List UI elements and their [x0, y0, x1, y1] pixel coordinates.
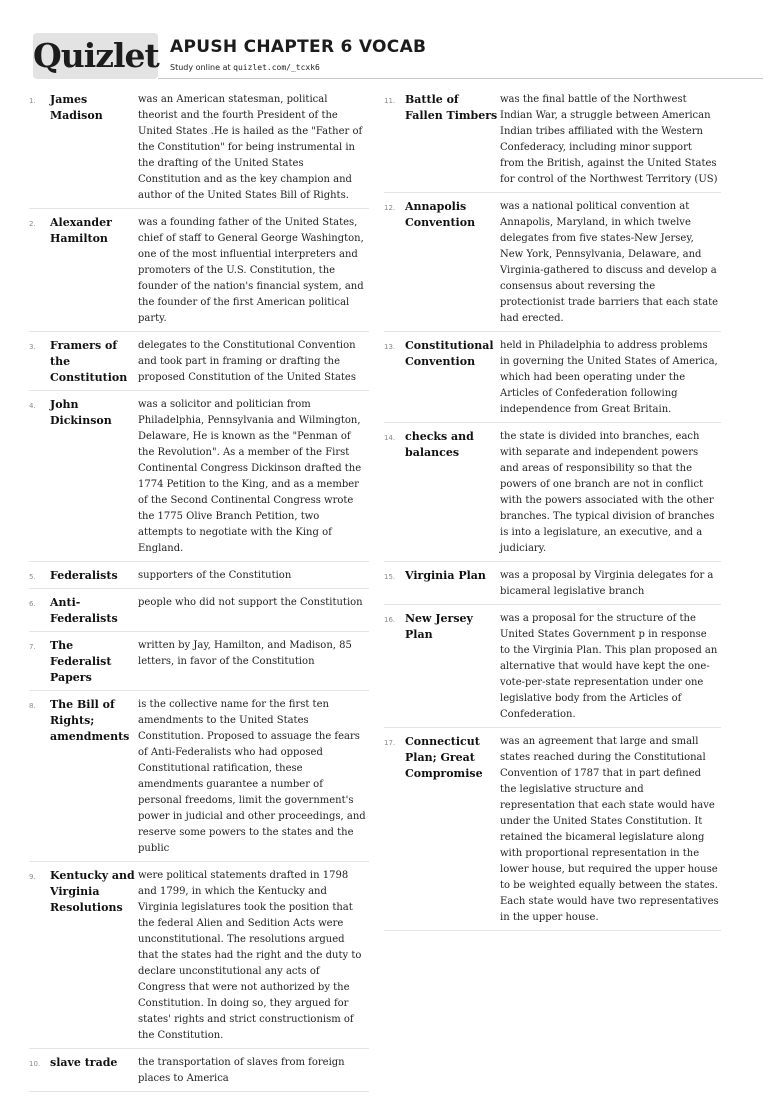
entry-number: 7.	[29, 643, 36, 651]
entry-term: Connecticut Plan; Great Compromise	[405, 735, 483, 780]
entry-number: 17.	[384, 739, 396, 747]
header-divider	[158, 78, 763, 79]
entry-term: Battle of Fallen Timbers	[405, 93, 498, 122]
entry-definition: was a proposal by Virginia delegates for a bicameral legislative branch	[500, 570, 714, 597]
entry-number: 5.	[29, 573, 36, 581]
vocab-entry	[29, 866, 369, 1049]
vocab-entry	[384, 609, 721, 728]
entry-term: New Jersey Plan	[405, 612, 473, 641]
entry-term: checks and balances	[405, 430, 474, 459]
entry-number: 12.	[384, 204, 396, 212]
vocab-entry	[384, 90, 721, 193]
entry-term: Annapolis Convention	[405, 200, 476, 229]
entry-term: John Dickinson	[50, 398, 112, 427]
entry-definition: was an agreement that large and small states reached during the Constitutional Convention of 1787 that in part defined the legislative structure and representation that each state would have under the United States Constitution. It retained the bicameral legislature along with proportional representation in the lower house, but required the upper house to be weighted equally between the states. Each state would have two representatives in the upper house.	[500, 736, 719, 923]
vocab-entry	[29, 213, 369, 332]
entry-definition: was a solicitor and politician from Philadelphia, Pennsylvania and Wilmington, Delaware, He is known as the "Penman of the Revolution". As a member of the First Continental Congress Dickinson drafted the 1774 Petition to the King, and as a member of the Second Continental Congress wrote the 1775 Olive Branch Petition, two attempts to negotiate with the King of England.	[138, 399, 362, 554]
vocab-entry	[29, 395, 369, 562]
subtitle-prefix: Study online at	[170, 63, 234, 72]
entry-number: 11.	[384, 97, 396, 105]
study-url-link[interactable]: quizlet.com/_tcxk6	[233, 63, 320, 72]
entry-definition: held in Philadelphia to address problems in governing the United States of America, which had been operating under the Articles of Confederation following independence from Great Britain.	[500, 340, 718, 415]
entry-term: Anti-Federalists	[50, 596, 118, 625]
vocab-entry	[384, 566, 721, 605]
entry-definition: written by Jay, Hamilton, and Madison, 85 letters, in favor of the Constitution	[138, 640, 352, 667]
entry-number: 3.	[29, 343, 36, 351]
entry-term: The Bill of Rights; amendments	[50, 698, 130, 743]
entry-definition: delegates to the Constitutional Convention and took part in framing or drafting the proposed Constitution of the United States	[138, 340, 356, 383]
vocab-entry	[29, 336, 369, 391]
entry-term: slave trade	[50, 1056, 118, 1069]
entry-definition: supporters of the Constitution	[138, 570, 292, 581]
entry-definition: the state is divided into branches, each with separate and independent powers and areas of responsibility so that the powers of one branch are not in conflict with the powers associated with the other branches. The typical division of branches is into a legislature, an executive, and a judiciary.	[500, 431, 715, 554]
page-title: APUSH CHAPTER 6 VOCAB	[170, 37, 427, 57]
entry-number: 10.	[29, 1060, 41, 1068]
vocab-entry	[29, 566, 369, 589]
entry-term: Virginia Plan	[405, 569, 486, 582]
entry-number: 9.	[29, 873, 36, 881]
entry-definition: was an American statesman, political theorist and the fourth President of the United States .He is hailed as the "Father of the Constitution" for being instrumental in the drafting of the United States Constitution and as the key champion and author of the United States Bill of Rights.	[138, 94, 363, 201]
vocab-entry	[29, 695, 369, 862]
entry-number: 4.	[29, 402, 36, 410]
entry-definition: were political statements drafted in 1798 and 1799, in which the Kentucky and Virginia legislatures took the position that the federal Alien and Sedition Acts were unconstitutional. The resolutions argued that the states had the right and the duty to declare unconstitutional any acts of Congress that were not authorized by the Constitution. In doing so, they argued for states' rights and strict constructionism of the Constitution.	[138, 870, 362, 1041]
entry-term: The Federalist Papers	[50, 639, 112, 684]
entry-term: James Madison	[50, 93, 103, 122]
quizlet-logo[interactable]: Quizlet	[33, 33, 158, 79]
entry-definition: the transportation of slaves from foreign places to America	[138, 1057, 345, 1084]
entry-term: Constitutional Convention	[405, 339, 494, 368]
vocab-entry	[384, 427, 721, 562]
entry-definition: was a founding father of the United States, chief of staff to General George Washington, one of the most influential interpreters and promoters of the U.S. Constitution, the founder of the nation's financial system, and the founder of the first American political party.	[138, 217, 364, 324]
entry-definition: was a proposal for the structure of the United States Government p in response to the Virginia Plan. This plan proposed an alternative that would have kept the one-vote-per-state representation under one legislative body from the Articles of Confederation.	[500, 613, 718, 720]
entry-number: 14.	[384, 434, 396, 442]
entry-number: 15.	[384, 573, 396, 581]
entry-number: 13.	[384, 343, 396, 351]
entry-term: Federalists	[50, 569, 118, 582]
entry-number: 8.	[29, 702, 36, 710]
vocab-entry	[29, 90, 369, 209]
vocab-entry	[384, 732, 721, 931]
vocab-entry	[29, 593, 369, 632]
entry-definition: was a national political convention at Annapolis, Maryland, in which twelve delegates from five states-New Jersey, New York, Pennsylvania, Delaware, and Virginia-gathered to discuss and develop a consensus about reversing the protectionist trade barriers that each state had erected.	[500, 201, 719, 324]
entry-number: 6.	[29, 600, 36, 608]
entry-definition: was the final battle of the Northwest Indian War, a struggle between American Indian tribes affiliated with the Western Confederacy, including minor support from the British, against the United States for control of the Northwest Territory (US)	[500, 94, 718, 185]
header	[33, 33, 763, 80]
page-subtitle	[170, 63, 320, 72]
right-column	[384, 90, 721, 935]
vocab-entry	[384, 336, 721, 423]
left-column	[29, 90, 369, 1096]
entry-number: 2.	[29, 220, 36, 228]
entry-definition: is the collective name for the first ten amendments to the United States Constitution. Proposed to assuage the fears of Anti-Federalists who had opposed Constitutional ratification, these amendments guarantee a number of personal freedoms, limit the government's power in judicial and other proceedings, and reserve some powers to the states and the public	[138, 699, 366, 854]
entry-term: Framers of the Constitution	[50, 339, 128, 384]
entry-term: Kentucky and Virginia Resolutions	[50, 869, 135, 914]
vocab-entry	[29, 1053, 369, 1092]
entry-term: Alexander Hamilton	[50, 216, 112, 245]
entry-number: 1.	[29, 97, 36, 105]
entry-number: 16.	[384, 616, 396, 624]
vocab-entry	[384, 197, 721, 332]
entry-definition: people who did not support the Constitution	[138, 597, 363, 608]
vocab-entry	[29, 636, 369, 691]
